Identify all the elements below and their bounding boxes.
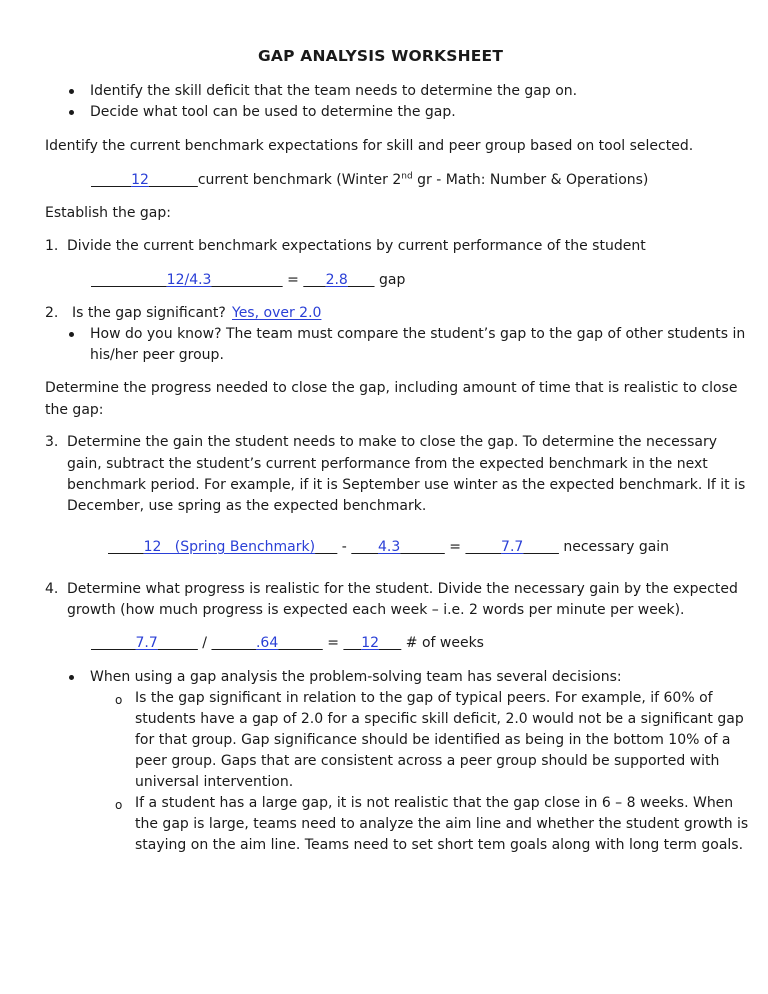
progress-text-2: the gap: (45, 402, 104, 418)
step-2-answer: Yes, over 2.0 (232, 305, 322, 321)
step-3-line-2: gain, subtract the student’s current performance from the expected benchmark in the next (67, 456, 708, 472)
step-3-line-1: Determine the gain the student needs to make to close the gap. To determine the necessary (67, 434, 717, 450)
spring-benchmark-value: 12 (Spring Benchmark) (143, 539, 316, 555)
progress-text-1: Determine the progress needed to close the gap, including amount of time that is realistic to close (45, 380, 738, 396)
intro-bullet-1: Identify the skill deficit that the team needs to determine the gap on. (90, 83, 578, 99)
bullet-icon (69, 89, 74, 94)
establish-heading: Establish the gap: (45, 205, 171, 221)
decision-1-line-2: students have a gap of 2.0 for a specific skill deficit, 2.0 would not be a significant gap (135, 711, 744, 727)
step-4-equation: 7.7 / .64 = 12 # of weeks (135, 635, 484, 651)
step-4-line-1: Determine what progress is realistic for the student. Divide the necessary gain by the expected (67, 581, 738, 597)
step-1-text: Divide the current benchmark expectations by current performance of the student (67, 238, 646, 254)
intro-bullet-2: Decide what tool can be used to determine the gap. (90, 104, 456, 120)
decision-1-line-4: peer group. Gaps that are consistent across a peer group should be supported with (135, 753, 720, 769)
bullet-icon (69, 332, 74, 337)
gain-value: 7.7 (135, 635, 158, 651)
step-2-bullet-line-1: How do you know? The team must compare the student’s gap to the gap of other students in (90, 326, 746, 342)
step-3-line-4: December, use spring as the expected benchmark. (67, 498, 427, 514)
page-title: GAP ANALYSIS WORKSHEET (258, 47, 504, 65)
bullet-icon (69, 110, 74, 115)
benchmark-line: 12 current benchmark (Winter 2nd gr - Math: Number & Operations) (131, 171, 649, 188)
step-3-number: 3. (45, 434, 59, 450)
step-2-question: Is the gap significant? (72, 305, 226, 321)
weeks-value: 12 (361, 635, 380, 651)
circle-bullet-icon: o (115, 693, 123, 707)
current-performance-value: 4.3 (378, 539, 401, 555)
step-3-equation: 12 (Spring Benchmark) - 4.3 = 7.7 necessary gain (143, 539, 670, 555)
step-1-equation: 12/4.3 = 2.8 gap (166, 272, 406, 288)
step-3-line-3: benchmark period. For example, if it is September use winter as the expected benchmark. If it is (67, 477, 746, 493)
decisions-lead: When using a gap analysis the problem-solving team has several decisions: (90, 669, 622, 685)
decision-1-line-3: for that group. Gap significance should be identified as being in the bottom 10% of a (135, 732, 731, 748)
bullet-icon (69, 675, 74, 680)
necessary-gain-value: 7.7 (501, 539, 524, 555)
gap-value: 2.8 (325, 272, 348, 288)
step-1-number: 1. (45, 238, 59, 254)
benchmark-value: 12 (131, 172, 149, 188)
decision-2-line-1: If a student has a large gap, it is not realistic that the gap close in 6 – 8 weeks. When (135, 795, 734, 811)
fraction-value: 12/4.3 (166, 272, 212, 288)
decision-2-line-2: the gap is large, teams need to analyze the aim line and whether the student growth is (135, 816, 749, 832)
identify-text: Identify the current benchmark expectations for skill and peer group based on tool selected. (45, 138, 694, 154)
decision-1-line-5: universal intervention. (135, 774, 294, 790)
decision-2-line-3: staying on the aim line. Teams need to set short tem goals along with long term goals. (135, 837, 744, 853)
step-2-number: 2. (45, 305, 59, 321)
step-4-number: 4. (45, 581, 59, 597)
circle-bullet-icon: o (115, 798, 123, 812)
step-4-line-2: growth (how much progress is expected each week – i.e. 2 words per minute per week). (67, 602, 685, 618)
growth-value: .64 (255, 635, 279, 651)
step-2-bullet-line-2: his/her peer group. (90, 347, 224, 363)
decision-1-line-1: Is the gap significant in relation to the gap of typical peers. For example, if 60% of (135, 690, 713, 706)
